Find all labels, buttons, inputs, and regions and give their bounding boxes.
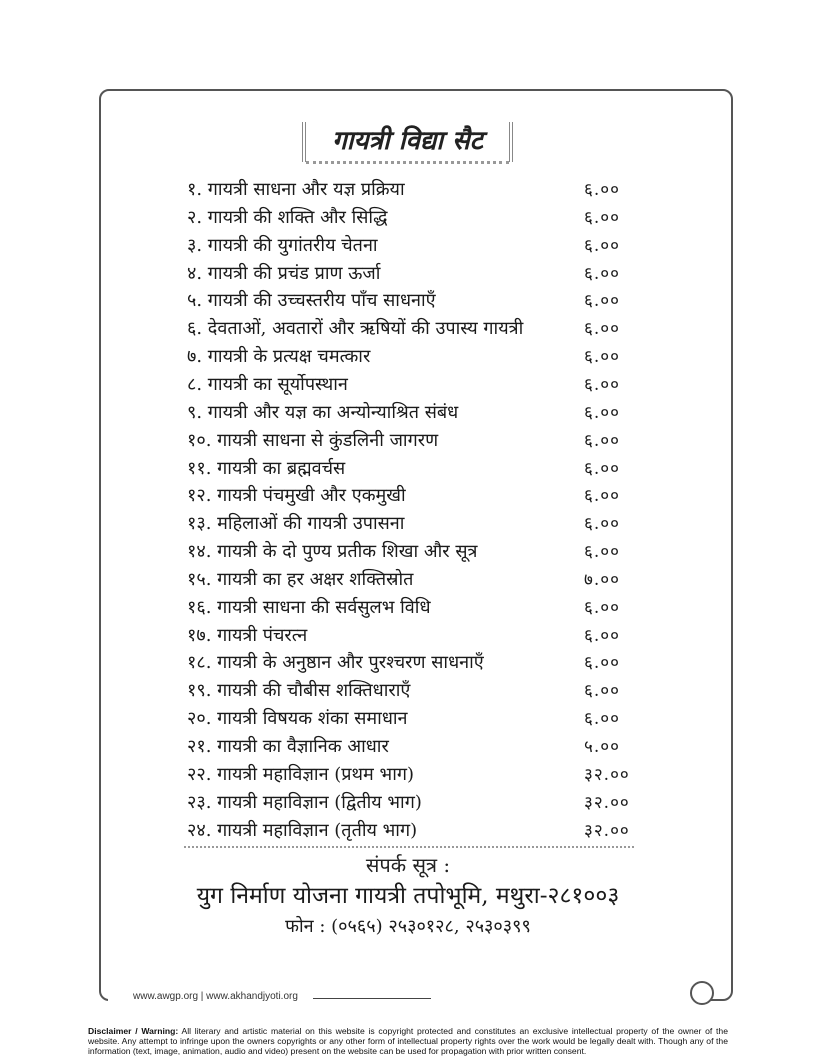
- list-item: [0, 204, 816, 232]
- item-label: १४. गायत्री के दो पुण्य प्रतीक शिखा और सूत्र: [187, 541, 478, 563]
- list-item: [0, 817, 816, 845]
- item-label: १. गायत्री साधना और यज्ञ प्रक्रिया: [187, 179, 405, 200]
- item-price: ३२.००: [584, 764, 630, 785]
- disclaimer-text: All literary and artistic material on this website is copyright protected and constitutes an exclusive intellectual property of the owner of the website. Any attempt to infringe upon the owners copyrights or any other form of intellectual property rights over the work would be legally dealt with. Though any of the information (text, image, animation, audio and video) present on the website can be used for propagation with prior written consent.: [88, 1026, 728, 1056]
- item-label: १६. गायत्री साधना की सर्वसुलभ विधि: [187, 596, 431, 618]
- item-price: ६.००: [584, 207, 620, 228]
- item-price: ६.००: [584, 625, 620, 646]
- disclaimer: [88, 1026, 728, 1056]
- item-label: १८. गायत्री के अनुष्ठान और पुरश्चरण साधनाएँ: [187, 652, 484, 674]
- list-item: [0, 510, 816, 538]
- list-item: [0, 455, 816, 483]
- item-label: १२. गायत्री पंचमुखी और एकमुखी: [187, 485, 406, 507]
- contact-heading: संपर्क सूत्र :: [365, 853, 451, 877]
- list-item: [0, 649, 816, 677]
- item-label: २२. गायत्री महाविज्ञान (प्रथम भाग): [187, 763, 415, 785]
- disclaimer-label: Disclaimer / Warning:: [88, 1026, 179, 1036]
- item-label: ४. गायत्री की प्रचंड प्राण ऊर्जा: [187, 262, 381, 284]
- list-item: [0, 371, 816, 399]
- item-price: ६.००: [584, 681, 620, 702]
- item-price: ६.००: [584, 180, 620, 200]
- item-label: १३. महिलाओं की गायत्री उपासना: [187, 513, 405, 535]
- page-title: गायत्री विद्या सैट: [332, 126, 483, 156]
- item-label: १०. गायत्री साधना से कुंडलिनी जागरण: [187, 429, 439, 451]
- divider: [184, 846, 634, 848]
- item-price: ६.००: [584, 402, 620, 423]
- item-price: ६.००: [584, 430, 620, 451]
- item-label: ९. गायत्री और यज्ञ का अन्योन्याश्रित संबंध: [187, 401, 459, 423]
- item-label: ११. गायत्री का ब्रह्मवर्चस: [187, 457, 346, 479]
- list-item: [0, 705, 816, 733]
- list-item: [0, 733, 816, 761]
- item-price: ३२.००: [584, 820, 630, 841]
- item-price: ६.००: [584, 319, 620, 340]
- list-item: [0, 677, 816, 705]
- corner-circle-icon: [690, 981, 714, 1005]
- contact-organization: युग निर्माण योजना गायत्री तपोभूमि, मथुरा-२८१००३: [196, 883, 620, 909]
- item-label: २. गायत्री की शक्ति और सिद्धि: [187, 206, 388, 228]
- title-box: [302, 122, 513, 162]
- list-item: [0, 343, 816, 371]
- item-price: ६.००: [584, 486, 620, 507]
- item-price: ६.००: [584, 542, 620, 563]
- item-price: ६.००: [584, 597, 620, 618]
- item-label: २१. गायत्री का वैज्ञानिक आधार: [187, 736, 389, 757]
- item-price: ६.००: [584, 235, 620, 256]
- contact-phone: फोन : (०५६५) २५३०१२८, २५३०३९९: [285, 916, 531, 937]
- list-item: [0, 260, 816, 288]
- list-item: [0, 622, 816, 650]
- list-item: [0, 232, 816, 260]
- item-label: ६. देवताओं, अवतारों और ऋषियों की उपास्य गायत्री: [187, 318, 524, 340]
- list-item: [0, 761, 816, 789]
- item-price: ५.००: [584, 737, 620, 757]
- item-label: २३. गायत्री महाविज्ञान (द्वितीय भाग): [187, 791, 422, 813]
- list-item: [0, 287, 816, 315]
- item-label: १९. गायत्री की चौबीस शक्तिधाराएँ: [187, 680, 411, 702]
- item-price: ३२.००: [584, 792, 630, 813]
- list-item: [0, 427, 816, 455]
- list-item: [0, 789, 816, 817]
- item-price: ६.००: [584, 709, 620, 730]
- item-price: ६.००: [584, 291, 620, 312]
- item-label: ७. गायत्री के प्रत्यक्ष चमत्कार: [187, 346, 371, 368]
- item-price: ६.००: [584, 514, 620, 535]
- item-label: ८. गायत्री का सूर्योपस्थान: [187, 373, 348, 395]
- item-price: ७.००: [584, 569, 620, 590]
- list-item: [0, 594, 816, 622]
- item-price: ६.००: [584, 374, 620, 395]
- list-item: [0, 399, 816, 427]
- item-label: २४. गायत्री महाविज्ञान (तृतीय भाग): [187, 819, 418, 841]
- list-item: [0, 176, 816, 204]
- item-label: १७. गायत्री पंचरत्न: [187, 624, 308, 646]
- list-item: [0, 538, 816, 566]
- footer-links[interactable]: www.awgp.org | www.akhandjyoti.org: [133, 991, 298, 1002]
- item-label: २०. गायत्री विषयक शंका समाधान: [187, 708, 408, 730]
- list-item: [0, 566, 816, 594]
- item-label: ५. गायत्री की उच्चस्तरीय पाँच साधनाएँ: [187, 290, 436, 312]
- footer-rule: [313, 998, 431, 999]
- item-label: ३. गायत्री की युगांतरीय चेतना: [187, 234, 378, 256]
- item-price: ६.००: [584, 458, 620, 479]
- list-item: [0, 482, 816, 510]
- item-price: ६.००: [584, 653, 620, 674]
- list-item: [0, 315, 816, 343]
- item-label: १५. गायत्री का हर अक्षर शक्तिस्रोत: [187, 568, 414, 590]
- item-price: ६.००: [584, 263, 620, 284]
- item-price: ६.००: [584, 347, 620, 368]
